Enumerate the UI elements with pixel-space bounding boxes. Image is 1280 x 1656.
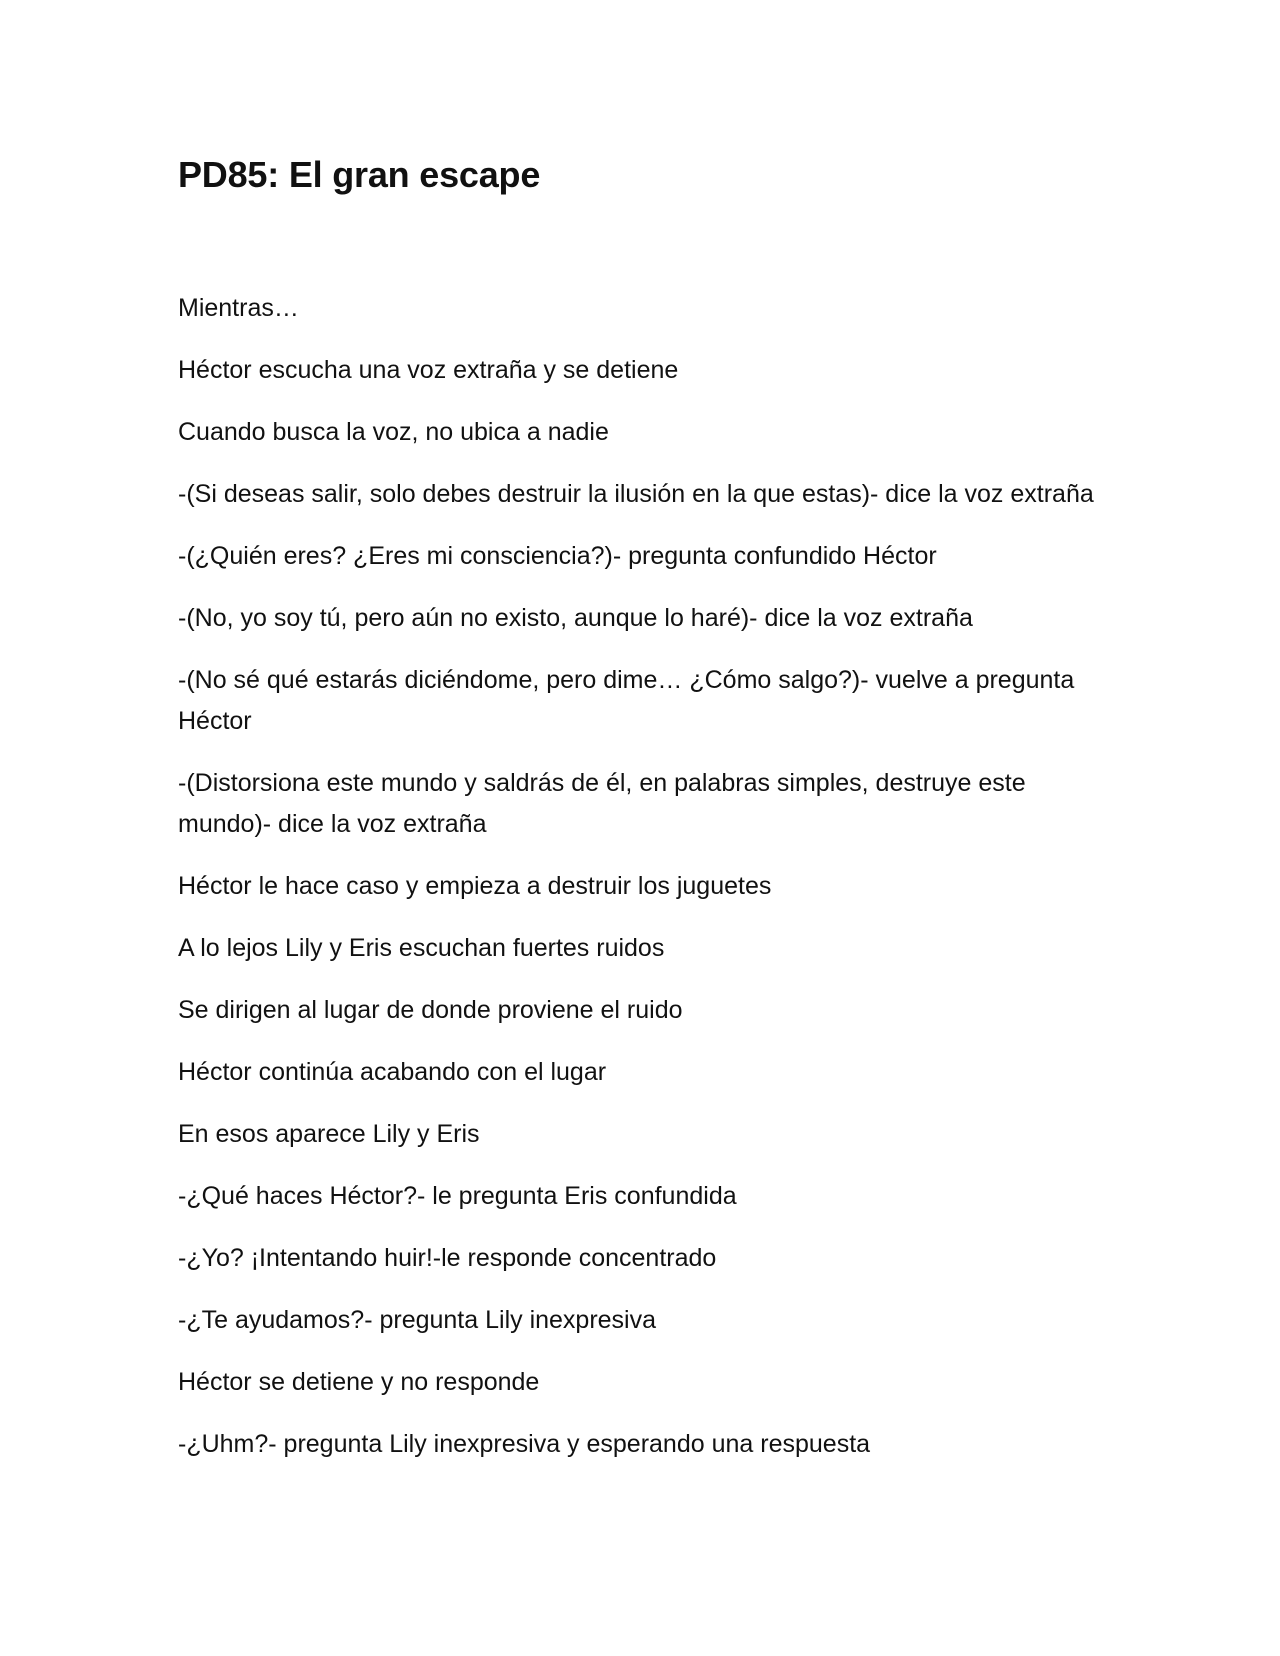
paragraph: Se dirigen al lugar de donde proviene el ruido [178, 996, 683, 1024]
paragraph: -(Si deseas salir, solo debes destruir la ilusión en la que estas)- dice la voz extraña [178, 480, 1094, 508]
paragraph: En esos aparece Lily y Eris [178, 1120, 480, 1148]
document-title: PD85: El gran escape [178, 154, 541, 195]
paragraph: -(No sé qué estarás diciéndome, pero dime… ¿Cómo salgo?)- vuelve a pregunta Héctor [178, 666, 1075, 735]
paragraph: Mientras… [178, 294, 299, 322]
paragraph: Héctor se detiene y no responde [178, 1368, 540, 1396]
paragraph: -¿Uhm?- pregunta Lily inexpresiva y esperando una respuesta [178, 1430, 871, 1458]
paragraph: Cuando busca la voz, no ubica a nadie [178, 418, 609, 446]
paragraph: A lo lejos Lily y Eris escuchan fuertes ruidos [178, 934, 665, 962]
paragraph: Héctor escucha una voz extraña y se detiene [178, 356, 679, 384]
paragraph-list [178, 288, 1098, 1465]
paragraph: Héctor le hace caso y empieza a destruir los juguetes [178, 872, 772, 900]
paragraph: -¿Yo? ¡Intentando huir!-le responde concentrado [178, 1244, 717, 1272]
paragraph: -(No, yo soy tú, pero aún no existo, aunque lo haré)- dice la voz extraña [178, 604, 973, 632]
document-body [178, 150, 1098, 1486]
paragraph: -¿Qué haces Héctor?- le pregunta Eris confundida [178, 1182, 737, 1210]
paragraph: -(Distorsiona este mundo y saldrás de él, en palabras simples, destruye este mundo)- dice la voz extraña [178, 769, 1026, 838]
paragraph: -¿Te ayudamos?- pregunta Lily inexpresiva [178, 1306, 657, 1334]
paragraph: -(¿Quién eres? ¿Eres mi consciencia?)- pregunta confundido Héctor [178, 542, 937, 570]
paragraph: Héctor continúa acabando con el lugar [178, 1058, 607, 1086]
